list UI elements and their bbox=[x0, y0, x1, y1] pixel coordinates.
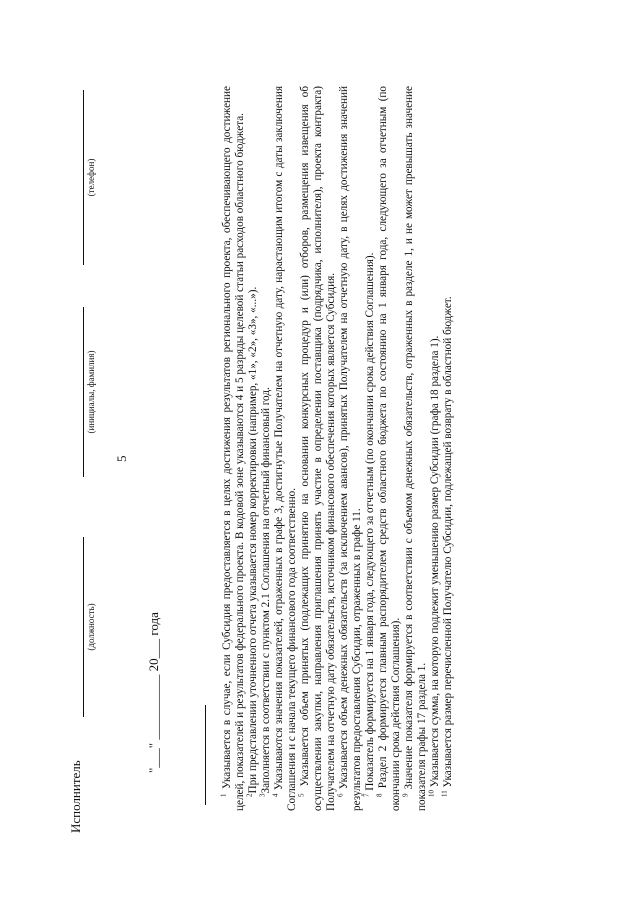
footnote-5: $^5$ Указывается объем принятых (подлежащих принятию на основании конкурсных процедур и (или) отборов, размещения извещения об осуществлении закупки, направления приглашения принять участие в определении поставщика (подрядчика, исполнителя), проекта контракта) Получателем на отчетную дату обязательств, источником финансового обеспечения которых является Субсидия. bbox=[297, 85, 337, 811]
footnote-6: $^6$ Указывается объем денежных обязательств (за исключением авансов), принятых Получателем на отчетную дату, в целях достижения значений результатов предоставления Субсидии, отраженных в графе 11. bbox=[336, 85, 363, 811]
footnote-10: $^{10}$ Указывается сумма, на которую подлежит уменьшению размер Субсидии (графа 18 раздела 1). bbox=[427, 335, 441, 797]
footnote-8: $^8$ Раздел 2 формируется главным распорядителем средств областного бюджета по состоянию на 1 января года, следующего за отчетным (по окончании срока действия Соглашения). bbox=[375, 86, 402, 811]
position-caption: (должность) bbox=[86, 603, 96, 651]
footnotes bbox=[221, 86, 455, 811]
position-line bbox=[83, 537, 84, 717]
footnote-9: $^9$ Значение показателя формируется в соответствии с объемом денежных обязательств, отраженных в разделе 1, и не может превышать значение показателя графы 17 раздела 1. bbox=[401, 86, 428, 811]
footnote-separator bbox=[205, 705, 206, 805]
page-number: 5 bbox=[114, 455, 129, 462]
name-line bbox=[83, 307, 84, 477]
footnote-7: $^7$ Показатель формируется на 1 января года, следующего за отчетным (по окончании срока действия Соглашения). bbox=[362, 252, 376, 797]
footnote-1: $^1$ Указывается в случае, если Субсидия предоставляется в целях достижения результатов регионального проекта, обеспечивающего достижение целей, показателей и результатов федерального проекта. В кодовой зоне указываются 4 и 5 разряды целевой статьи расходов областного бюджета. bbox=[219, 86, 246, 811]
footnote-2: $^2$При представлении уточненного отчета указывается номер корректировки (например, «1», «2», «3», «...»). bbox=[245, 286, 259, 797]
footnote-11: $^{11}$ Указывается размер перечисленной Получателю Субсидии, подлежащей возврату в областной бюджет. bbox=[440, 296, 454, 797]
footnote-4: $^4$ Указываются значения показателей, отраженных в графе 3, достигнутые Получателем на отчетную дату, нарастающим итогом с даты заключения Соглашения и с начала текущего финансового года соответственно. bbox=[271, 85, 298, 811]
phone-caption: (телефон) bbox=[86, 158, 96, 197]
date-line: "___" __________ 20___ года bbox=[146, 612, 161, 773]
executor-label: Исполнитель bbox=[68, 760, 83, 833]
phone-line bbox=[83, 90, 84, 265]
name-caption: (инициалы, фамилия) bbox=[86, 350, 96, 434]
footnote-3: $^3$Заполняется в соответствии с пунктом 2.1 Соглашения на отчетный финансовый год. bbox=[258, 387, 272, 797]
